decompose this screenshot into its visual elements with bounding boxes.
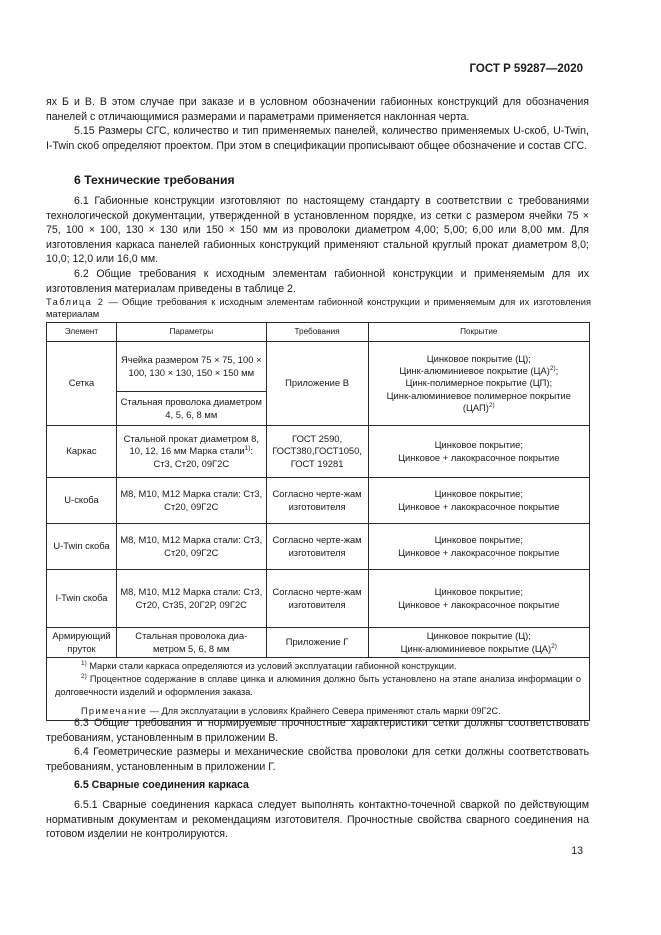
col-header-requirements: Требования [266, 323, 368, 342]
cell-element: Сетка [47, 342, 117, 426]
coverage-line: Цинковое покрытие (Ц); [426, 630, 531, 642]
coverage-line: Цинковое + лакокрасочное покрытие [398, 546, 560, 558]
section-6-text [46, 194, 589, 296]
cell-element: Каркас [47, 426, 117, 478]
footnote-mark: 2) [81, 673, 87, 681]
table-footnotes [47, 658, 590, 721]
cell-element: U-скоба [47, 478, 117, 524]
cell-parameters: Ячейка размером 75 × 75, 100 × 100, 130 × 130, 150 × 150 мм [116, 342, 266, 392]
coverage-line: Цинковое покрытие (Ц); [426, 352, 531, 364]
paragraph-6-3: 6.3 Общие требования и нормируемые прочностные характеристики сетки должны соответствовать требованиям, установленным в приложении В. [46, 717, 589, 744]
cell-parameters: М8, М10, М12 Марка стали: Ст3, Ст20, 09Г2С [116, 524, 266, 570]
table-header-row [47, 323, 590, 342]
cell-parameters [116, 426, 266, 478]
footnote-ref: 2) [488, 401, 495, 409]
cell-element: U-Twin скоба [47, 524, 117, 570]
cell-parameters: М8, М10, М12 Марка стали: Ст3, Ст20, 09Г2С [116, 478, 266, 524]
coverage-line: Цинковое покрытие; [434, 586, 523, 598]
col-header-coverage: Покрытие [368, 323, 589, 342]
coverage-line: Цинк-алюминиевое покрытие (ЦА) [399, 365, 550, 377]
table-row [47, 342, 590, 392]
cell-coverage [368, 478, 589, 524]
coverage-line: Цинк-полимерное покрытие (ЦП); [405, 377, 553, 389]
table-2-caption [46, 296, 591, 321]
section-6-5-text [46, 798, 589, 842]
table-row [47, 478, 590, 524]
paragraph-6-5-1: 6.5.1 Сварные соединения каркаса следует выполнять контактно-точечной сваркой по действующим нормативным документам и рекомендациям изготовителя. Прочностные свойства сварного соединения на готовом изделии не контролируются. [46, 799, 589, 841]
cell-requirements: Приложение Г [266, 628, 368, 658]
footnote-text: Процентное содержание в сплаве цинка и алюминия должно быть установлено на этапе анализа информации о долговечности изделий и оформления заказа. [55, 674, 581, 698]
table-row [47, 426, 590, 478]
cell-parameters: Стальная проволока диаметром 4, 5, 6, 8 мм [116, 392, 266, 426]
cell-coverage [368, 426, 589, 478]
coverage-line: Цинк-алюминиевое полимерное покрытие (ЦАП) [386, 389, 571, 413]
section-6-5-heading: 6.5 Сварные соединения каркаса [74, 779, 249, 791]
note-text: — Для эксплуатации в условиях Крайнего Севера применяют сталь марки 09Г2С. [147, 705, 501, 716]
cell-parameters: Стальная проволока диа-метром 5, 6, 8 мм [116, 628, 266, 658]
col-header-element: Элемент [47, 323, 117, 342]
coverage-punct: ; [555, 365, 559, 377]
coverage-line: Цинковое + лакокрасочное покрытие [398, 500, 560, 512]
cell-coverage [368, 570, 589, 628]
footnote-2 [55, 673, 581, 699]
coverage-line: Цинковое + лакокрасочное покрытие [398, 598, 560, 610]
table-row [47, 524, 590, 570]
cell-requirements: Согласно черте-жам изготовителя [266, 478, 368, 524]
footnote-1 [55, 660, 581, 673]
footnote-ref: 2) [549, 365, 556, 373]
col-header-parameters: Параметры [116, 323, 266, 342]
cell-requirements: ГОСТ 2590, ГОСТ380,ГОСТ1050, ГОСТ 19281 [266, 426, 368, 478]
coverage-line: Цинковое покрытие; [434, 439, 523, 451]
paragraph-6-2: 6.2 Общие требования к исходным элементам габионной конструкции и применяемым для их изготовления материалам приведены в таблице 2. [46, 267, 589, 295]
after-table-text [46, 716, 589, 774]
intro-text [46, 95, 589, 153]
cell-requirements: Согласно черте-жам изготовителя [266, 570, 368, 628]
cell-element: I-Twin скоба [47, 570, 117, 628]
footnote-ref: 1) [244, 445, 251, 453]
coverage-line: Цинк-алюминиевое покрытие (ЦА) [400, 642, 552, 654]
paragraph-6-1: 6.1 Габионные конструкции изготовляют по настоящему стандарту в соответствии с требованиями технологической документации, утвержденной в установленном порядке, из сетки с размером ячейки 75 × 75, 100 × 100, 130 × 130 или 150 × 150 мм из проволоки диаметром 4,00; 5,00; 6,00 или 8,00 мм. Для изготовления каркаса панелей габионных конструкций применяют стальной круглый прокат диаметром 8,0; 10,0; 12,0 или 16,0 мм. [46, 195, 589, 266]
cell-element: Армирующий пруток [47, 628, 117, 658]
parameter-text: Стальной прокат диаметром 8, 10, 12, 16 мм Марка стали [123, 433, 259, 457]
paragraph-6-4: 6.4 Геометрические размеры и механические свойства проволоки для сетки должны соответствовать требованиям, установленным в приложении Г. [46, 746, 589, 773]
footnote-ref: 2) [551, 642, 557, 650]
footnote-text: Марки стали каркаса определяются из условий эксплуатации габионной конструкции. [86, 661, 457, 671]
coverage-line: Цинковое покрытие; [434, 488, 523, 500]
document-id-header: ГОСТ Р 59287—2020 [469, 63, 583, 75]
table-footnotes-row [47, 658, 590, 721]
coverage-line: Цинковое + лакокрасочное покрытие [398, 451, 560, 463]
note-label: Примечание [81, 705, 148, 716]
parameter-text: Ст3, Ст20, 09Г2С [153, 457, 230, 469]
cell-coverage [368, 628, 589, 658]
cell-parameters: М8, М10, М12 Марка стали: Ст3, Ст20, Ст35, 20Г2Р, 09Г2С [116, 570, 266, 628]
paragraph-5-15: 5.15 Размеры СГС, количество и тип применяемых панелей, количество применяемых U-скоб, U-Twin, I-Twin скоб определяют проектом. При этом в спецификации прописывают общее обозначение и состав СГС. [46, 125, 589, 152]
cell-requirements: Приложение В [266, 342, 368, 426]
table-caption-text: — Общие требования к исходным элементам габионной конструкции и применяемым для их изготовления материалам [46, 297, 591, 320]
paragraph-continuation: ях Б и В. В этом случае при заказе и в условном обозначении габионных конструкций для обозначения панелей с отличающимися размерами и параметрами применяется наклонная черта. [46, 96, 589, 123]
page-number: 13 [571, 845, 583, 857]
footnote-mark: 1) [81, 659, 87, 667]
cell-requirements: Согласно черте-жам изготовителя [266, 524, 368, 570]
table-row [47, 628, 590, 658]
section-6-heading: 6 Технические требования [74, 173, 235, 187]
table-caption-label: Таблица 2 [46, 297, 105, 307]
table-row [47, 570, 590, 628]
coverage-line: Цинковое покрытие; [434, 534, 523, 546]
cell-coverage [368, 524, 589, 570]
cell-coverage [368, 342, 589, 426]
table-2 [46, 322, 590, 721]
parameter-punct: : [250, 445, 254, 457]
